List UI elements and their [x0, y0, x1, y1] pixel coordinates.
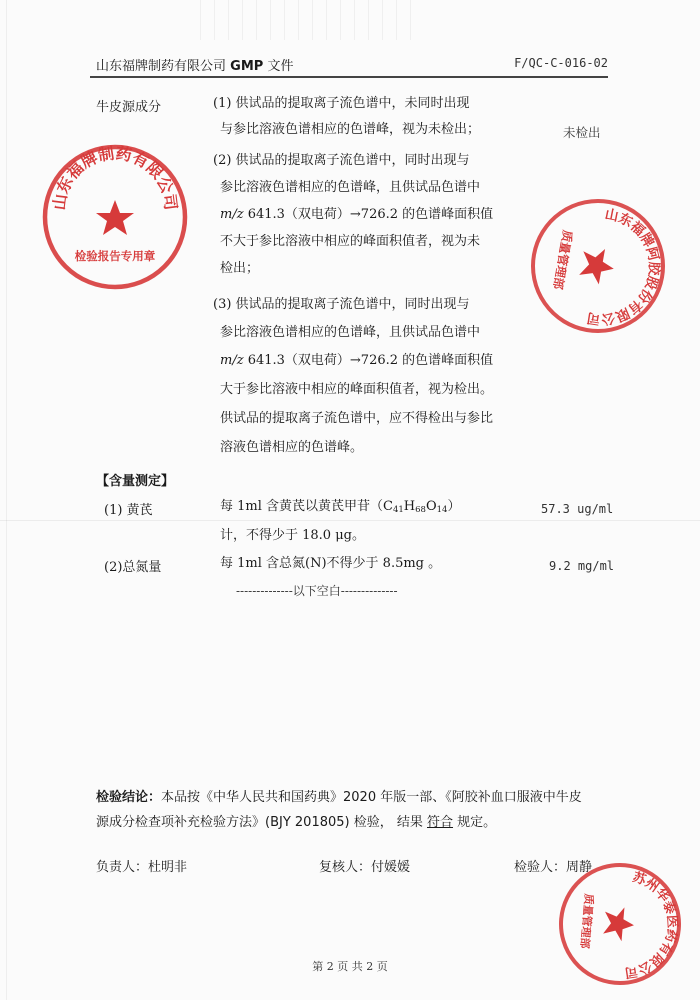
formula-h: H: [403, 499, 416, 514]
assay-section-title: 【含量测定】: [96, 474, 175, 489]
scan-bleed-through: [200, 0, 420, 40]
conclusion-verdict: 符合: [427, 815, 454, 830]
scan-edge: [6, 0, 7, 1000]
seal2-ring-text: 山东福牌阿胶股份有限公司: [585, 206, 662, 328]
conclusion-line-1: [96, 786, 582, 805]
seal3-ring-text: 苏州华泰医药有限公司: [623, 870, 680, 980]
seal1-star: [96, 200, 134, 235]
source-test-result: 未检出: [563, 125, 601, 140]
assay-item-2-label: (2)总氮量: [104, 560, 162, 575]
mz-prefix-2: m/z: [220, 353, 244, 368]
assay-item-2-requirement: 每 1ml 含总氮(N)不得少于 8.5mg 。: [220, 556, 442, 571]
source-test-line-10: [220, 352, 493, 370]
source-test-line-13: 溶液色谱相应的色谱峰。: [220, 440, 364, 455]
page-footer: 第 2 页 共 2 页: [312, 960, 388, 973]
req1-pre: 每 1ml 含黄芪以黄芪甲苷（C: [220, 499, 393, 514]
assay-item-1-result: 57.3 ug/ml: [541, 502, 614, 516]
seal2-star: [578, 245, 617, 286]
gmp-label: GMP: [230, 59, 264, 74]
source-test-line-8: (3) 供试品的提取离子流色谱中，同时出现与: [213, 297, 470, 312]
source-test-line-1: (1) 供试品的提取离子流色谱中，未同时出现: [213, 96, 470, 111]
seal1-ring-text: 山东福牌制药有限公司: [49, 143, 181, 212]
signature-inspector: 检验人：周静: [514, 860, 593, 875]
conclusion-text-3: 规定。: [453, 815, 497, 830]
mz-transition: 641.3（双电荷）→726.2 的色谱峰面积值: [247, 207, 494, 222]
fold-line: [0, 520, 700, 521]
conclusion-text-2: 源成分检查项补充检验方法》(BJY 201805) 检验， 结果: [96, 815, 427, 830]
doc-type: 文件: [267, 59, 294, 74]
seal3-star: [603, 906, 636, 942]
assay-item-1-label: (1) 黄芪: [104, 503, 153, 518]
header-company: [96, 55, 293, 74]
source-test-line-9: 参比溶液色谱相应的色谱峰，且供试品色谱中: [220, 325, 481, 340]
conclusion-line-2: [96, 811, 496, 830]
source-test-line-3: (2) 供试品的提取离子流色谱中，同时出现与: [213, 153, 470, 168]
document-code: F/QC-C-016-02: [514, 56, 608, 70]
mz-prefix: m/z: [220, 207, 244, 222]
formula-o-sub: 14: [436, 505, 448, 515]
formula-o: O: [425, 499, 437, 514]
third-party-quality-seal: [551, 855, 690, 994]
inspection-report-seal: [40, 142, 190, 292]
formula-c-sub: 41: [392, 505, 404, 515]
source-test-label: 牛皮源成分: [96, 100, 162, 115]
assay-item-2-result: 9.2 mg/ml: [549, 559, 615, 573]
signature-reviewer: 复核人：付媛媛: [319, 860, 411, 875]
assay-item-1-requirement-2: 计，不得少于 18.0 μg。: [220, 528, 365, 543]
seal2-center-text: 质量管理部: [550, 228, 575, 291]
source-test-line-12: 供试品的提取离子流色谱中，应不得检出与参比: [220, 411, 494, 426]
source-test-line-6: 不大于参比溶液中相应的峰面积值者，视为未: [220, 234, 481, 249]
source-test-line-11: 大于参比溶液中相应的峰面积值者，视为检出。: [220, 382, 494, 397]
company-name: 山东福牌制药有限公司: [96, 59, 227, 74]
conclusion-lead: 检验结论：: [96, 790, 162, 805]
header-rule: [90, 76, 608, 78]
req1-post: ）: [447, 499, 461, 514]
seal1-center-text: 检验报告专用章: [74, 249, 156, 263]
source-test-line-4: 参比溶液色谱相应的色谱峰，且供试品色谱中: [220, 180, 481, 195]
source-test-line-2: 与参比溶液色谱相应的色谱峰，视为未检出；: [220, 122, 481, 137]
seal3-center-text: 质量管理部: [577, 893, 596, 950]
end-of-content-mark: --------------以下空白--------------: [236, 584, 398, 598]
source-test-line-7: 检出；: [220, 261, 260, 276]
quality-dept-seal: [517, 185, 679, 347]
formula-h-sub: 68: [415, 505, 426, 515]
assay-item-1-requirement: [220, 498, 460, 519]
conclusion-text-1: 本品按《中华人民共和国药典》2020 年版一部、《阿胶补血口服液中牛皮: [161, 790, 582, 805]
source-test-line-5: [220, 206, 493, 224]
signature-responsible: 负责人：杜明非: [96, 860, 188, 875]
mz-transition-2: 641.3（双电荷）→726.2 的色谱峰面积值: [247, 353, 494, 368]
